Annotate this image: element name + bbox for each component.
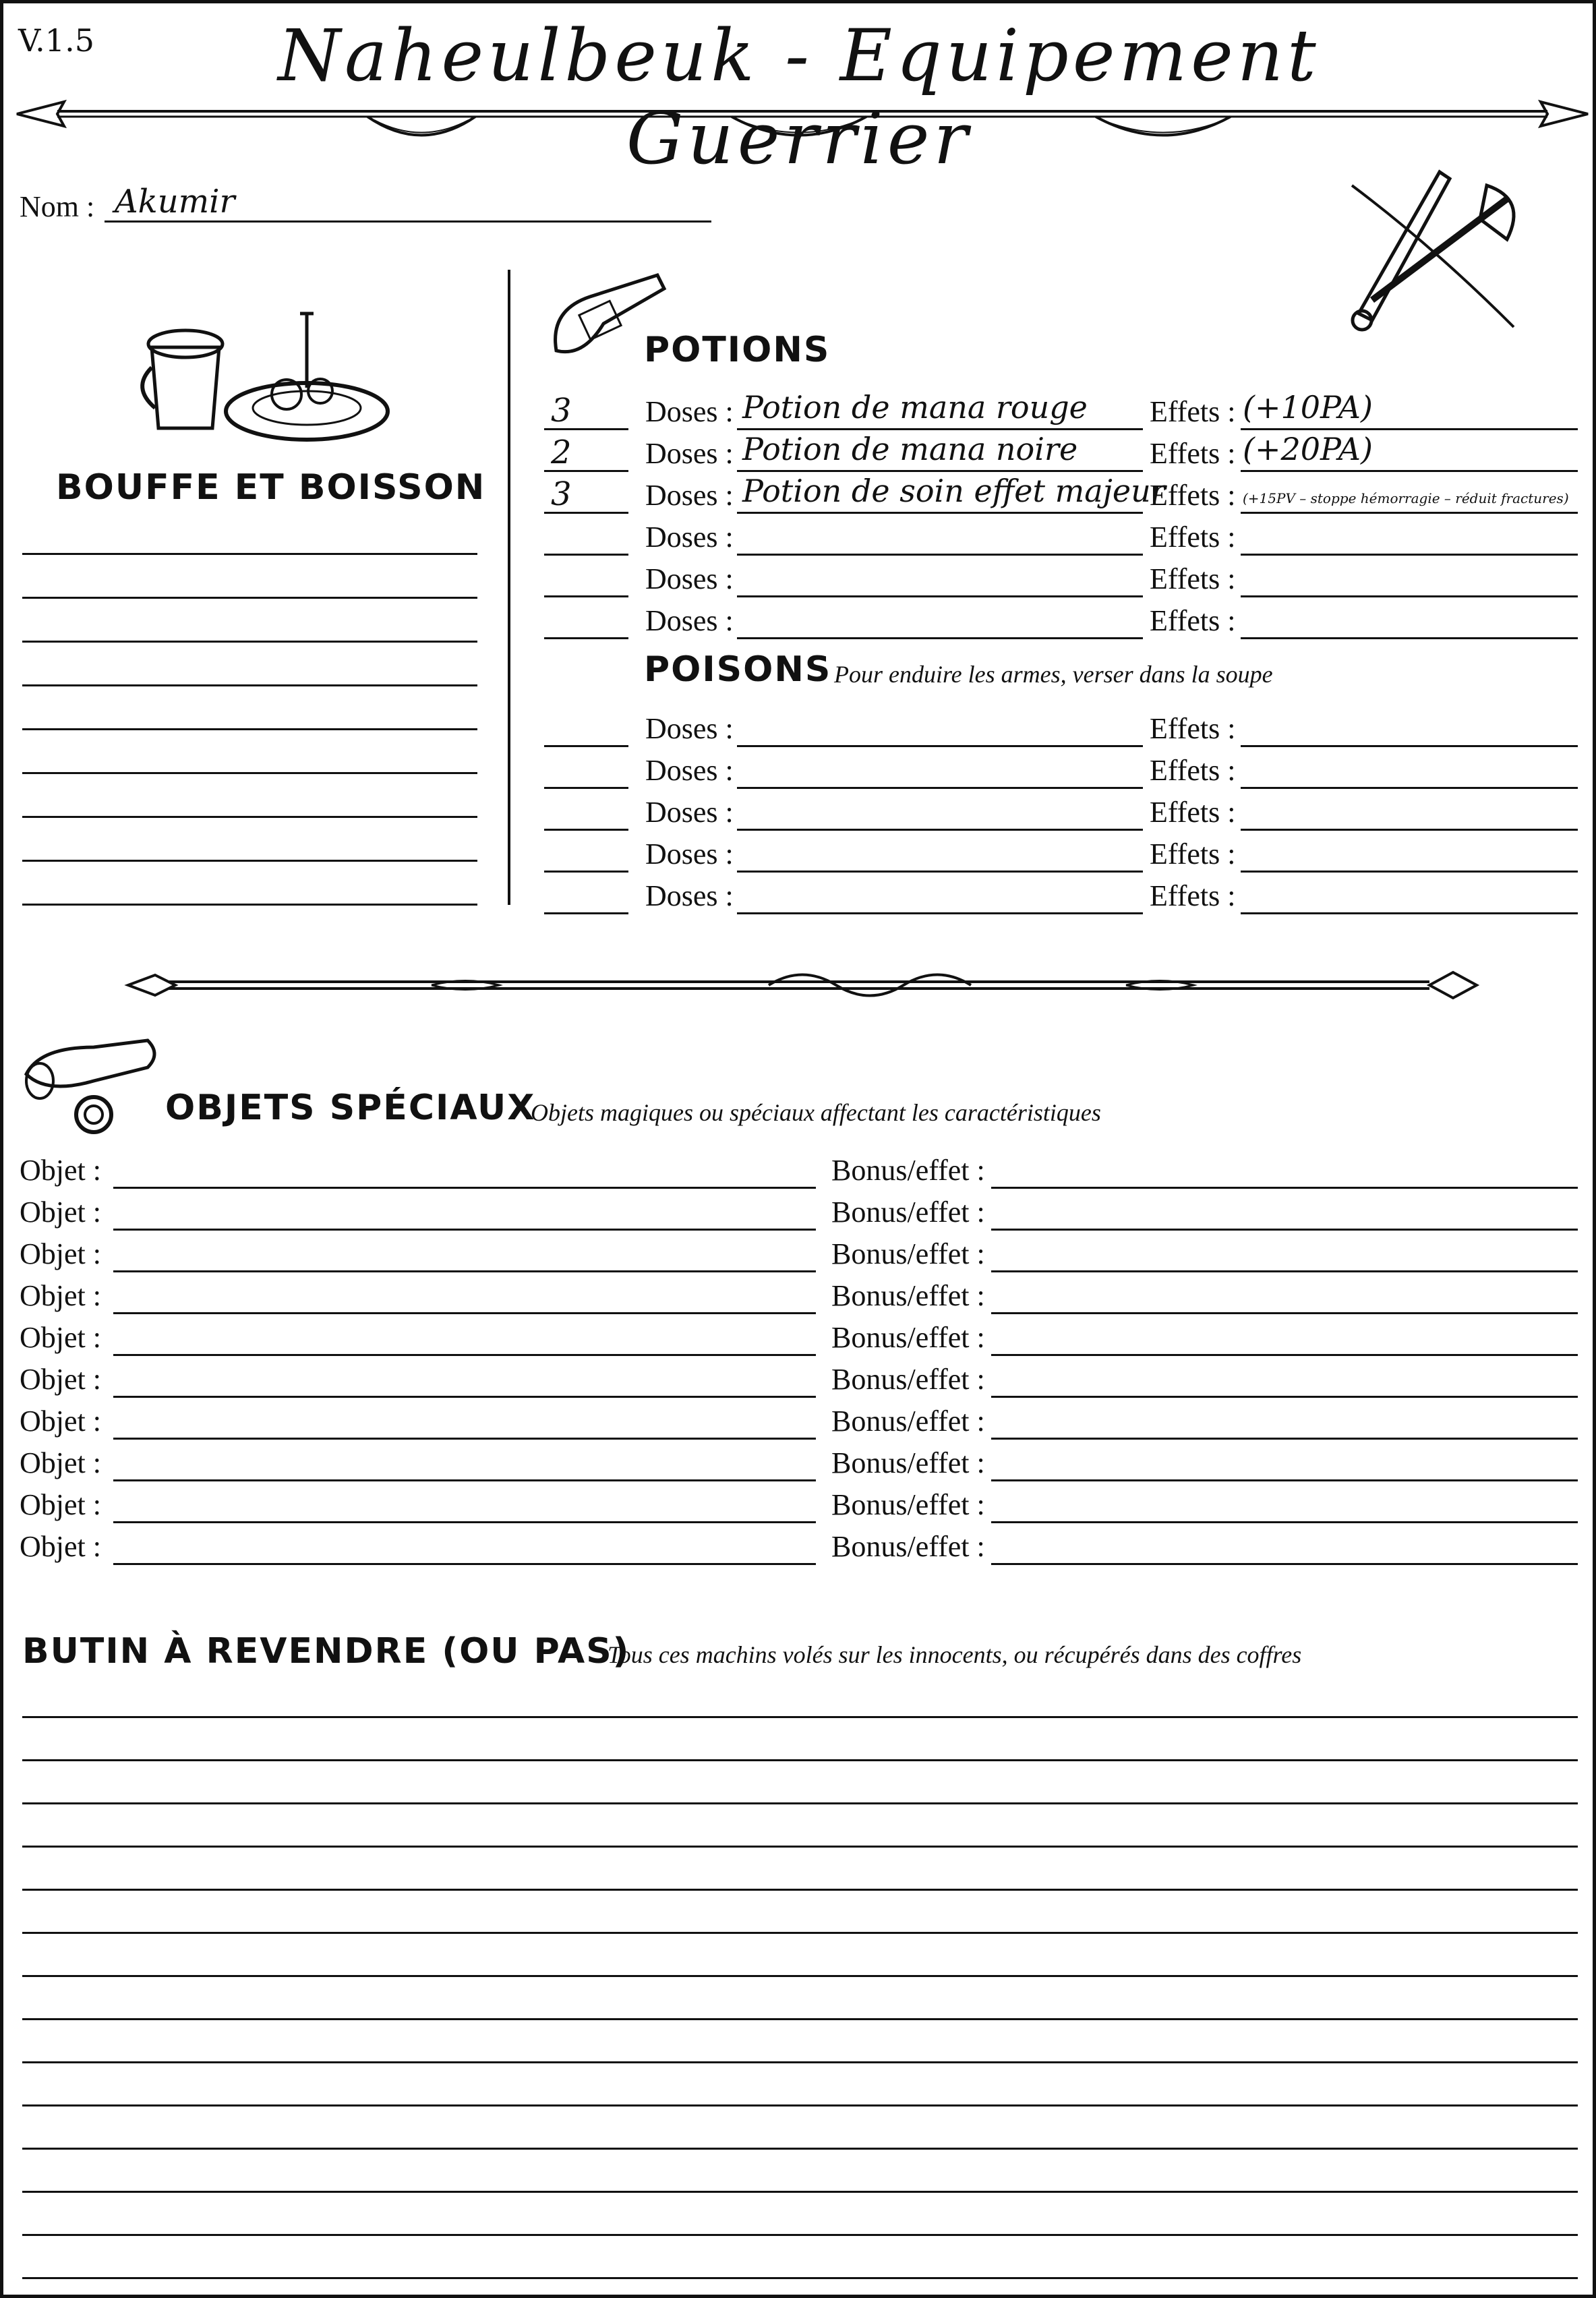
effect-line bbox=[1241, 595, 1578, 597]
doses-label: Doses : bbox=[645, 837, 734, 871]
loot-line bbox=[22, 2061, 1578, 2063]
dose-qty[interactable]: 2 bbox=[551, 434, 572, 471]
bonus-label: Bonus/effet : bbox=[831, 1196, 985, 1229]
loot-line bbox=[22, 1802, 1578, 1804]
loot-line bbox=[22, 2234, 1578, 2236]
loot-line bbox=[22, 2191, 1578, 2193]
spear-ornament-top bbox=[17, 90, 1588, 150]
object-line bbox=[113, 1563, 816, 1565]
dose-name[interactable]: Potion de mana rouge bbox=[742, 389, 1088, 425]
poisons-heading: POISONS bbox=[644, 649, 832, 690]
effects-label: Effets : bbox=[1150, 754, 1236, 787]
loot-subtitle: Tous ces machins volés sur les innocents, ou récupérés dans des coffres bbox=[608, 1641, 1302, 1668]
object-line bbox=[113, 1312, 816, 1314]
bonus-line bbox=[991, 1521, 1578, 1523]
bonus-line bbox=[991, 1312, 1578, 1314]
doses-label: Doses : bbox=[645, 395, 734, 428]
bonus-label: Bonus/effet : bbox=[831, 1405, 985, 1438]
doses-label: Doses : bbox=[645, 796, 734, 829]
column-divider bbox=[508, 270, 510, 905]
doses-label: Doses : bbox=[645, 604, 734, 637]
loot-line bbox=[22, 2104, 1578, 2106]
loot-line bbox=[22, 1889, 1578, 1891]
doses-label: Doses : bbox=[645, 437, 734, 470]
name-label: Nom : bbox=[20, 190, 95, 223]
dose-name-line bbox=[737, 470, 1143, 472]
bonus-line bbox=[991, 1187, 1578, 1189]
effects-label: Effets : bbox=[1150, 604, 1236, 637]
object-label: Objet : bbox=[20, 1488, 101, 1521]
effect-line bbox=[1241, 512, 1578, 514]
dose-name[interactable]: Potion de mana noire bbox=[742, 431, 1078, 467]
bonus-line bbox=[991, 1563, 1578, 1565]
object-label: Objet : bbox=[20, 1405, 101, 1438]
loot-line bbox=[22, 1716, 1578, 1718]
dose-name-line bbox=[737, 554, 1143, 556]
bonus-label: Bonus/effet : bbox=[831, 1363, 985, 1396]
dose-name-line bbox=[737, 595, 1143, 597]
dose-qty[interactable]: 3 bbox=[551, 475, 572, 513]
effect-line bbox=[1241, 554, 1578, 556]
food-line bbox=[22, 816, 477, 818]
food-line bbox=[22, 553, 477, 555]
effect-line bbox=[1241, 787, 1578, 789]
dose-qty-line bbox=[544, 637, 628, 639]
effect-line bbox=[1241, 637, 1578, 639]
object-line bbox=[113, 1354, 816, 1356]
object-line bbox=[113, 1438, 816, 1440]
dose-qty-line bbox=[544, 595, 628, 597]
object-label: Objet : bbox=[20, 1154, 101, 1187]
dose-name-line bbox=[737, 829, 1143, 831]
loot-line bbox=[22, 1975, 1578, 1977]
dose-qty-line bbox=[544, 871, 628, 873]
loot-line bbox=[22, 1846, 1578, 1848]
potions-heading: POTIONS bbox=[644, 330, 831, 370]
food-line bbox=[22, 904, 477, 906]
effects-label: Effets : bbox=[1150, 562, 1236, 595]
bonus-label: Bonus/effet : bbox=[831, 1237, 985, 1270]
effect-line bbox=[1241, 829, 1578, 831]
doses-label: Doses : bbox=[645, 479, 734, 512]
scroll-and-ring-icon bbox=[20, 1034, 161, 1142]
dose-name-line bbox=[737, 871, 1143, 873]
food-line bbox=[22, 728, 477, 730]
staff-ornament bbox=[128, 964, 1477, 1005]
doses-label: Doses : bbox=[645, 562, 734, 595]
doses-label: Doses : bbox=[645, 754, 734, 787]
dose-qty-line bbox=[544, 745, 628, 747]
special-objects-heading: OBJETS SPÉCIAUX bbox=[165, 1088, 536, 1128]
doses-label: Doses : bbox=[645, 712, 734, 745]
dose-name-line bbox=[737, 637, 1143, 639]
effects-label: Effets : bbox=[1150, 796, 1236, 829]
dose-name[interactable]: Potion de soin effet majeur bbox=[742, 473, 1166, 509]
version-label: V.1.5 bbox=[18, 22, 94, 59]
doses-label: Doses : bbox=[645, 879, 734, 912]
dose-qty[interactable]: 3 bbox=[551, 392, 572, 430]
dose-name-line bbox=[737, 428, 1143, 430]
loot-line bbox=[22, 1759, 1578, 1761]
object-line bbox=[113, 1187, 816, 1189]
effects-label: Effets : bbox=[1150, 437, 1236, 470]
loot-line bbox=[22, 2018, 1578, 2020]
bonus-line bbox=[991, 1479, 1578, 1481]
object-label: Objet : bbox=[20, 1321, 101, 1354]
poisons-subtitle: Pour enduire les armes, verser dans la soupe bbox=[834, 661, 1273, 688]
object-label: Objet : bbox=[20, 1363, 101, 1396]
bonus-line bbox=[991, 1438, 1578, 1440]
object-label: Objet : bbox=[20, 1530, 101, 1563]
object-line bbox=[113, 1521, 816, 1523]
effect-value[interactable]: (+15PV – stoppe hémorragie – réduit fractures) bbox=[1243, 490, 1569, 506]
bonus-label: Bonus/effet : bbox=[831, 1279, 985, 1312]
bonus-label: Bonus/effet : bbox=[831, 1154, 985, 1187]
object-line bbox=[113, 1229, 816, 1231]
food-drink-heading: BOUFFE ET BOISSON bbox=[56, 467, 486, 508]
dose-name-line bbox=[737, 745, 1143, 747]
object-label: Objet : bbox=[20, 1446, 101, 1479]
special-objects-subtitle: Objets magiques ou spéciaux affectant les caractéristiques bbox=[531, 1099, 1101, 1126]
dose-qty-line bbox=[544, 829, 628, 831]
bonus-label: Bonus/effet : bbox=[831, 1446, 985, 1479]
bonus-label: Bonus/effet : bbox=[831, 1530, 985, 1563]
effect-value[interactable]: (+10PA) bbox=[1243, 389, 1373, 425]
dose-qty-line bbox=[544, 912, 628, 914]
food-line bbox=[22, 772, 477, 774]
bonus-line bbox=[991, 1229, 1578, 1231]
bonus-line bbox=[991, 1354, 1578, 1356]
effect-line bbox=[1241, 912, 1578, 914]
effect-line bbox=[1241, 428, 1578, 430]
name-value[interactable]: Akumir bbox=[115, 183, 235, 220]
effect-value[interactable]: (+20PA) bbox=[1243, 431, 1373, 467]
object-line bbox=[113, 1479, 816, 1481]
object-line bbox=[113, 1396, 816, 1398]
loot-line bbox=[22, 2277, 1578, 2279]
effect-line bbox=[1241, 871, 1578, 873]
dose-qty-line bbox=[544, 787, 628, 789]
crossed-weapons-icon bbox=[1332, 158, 1534, 341]
bonus-line bbox=[991, 1396, 1578, 1398]
loot-heading: BUTIN À REVENDRE (OU PAS) bbox=[22, 1631, 630, 1672]
bonus-label: Bonus/effet : bbox=[831, 1321, 985, 1354]
bonus-label: Bonus/effet : bbox=[831, 1488, 985, 1521]
dose-name-line bbox=[737, 912, 1143, 914]
effects-label: Effets : bbox=[1150, 879, 1236, 912]
dose-name-line bbox=[737, 787, 1143, 789]
effects-label: Effets : bbox=[1150, 395, 1236, 428]
food-line bbox=[22, 597, 477, 599]
food-and-drink-icon bbox=[138, 300, 381, 448]
effect-line bbox=[1241, 470, 1578, 472]
doses-label: Doses : bbox=[645, 521, 734, 554]
object-label: Objet : bbox=[20, 1279, 101, 1312]
food-line bbox=[22, 684, 477, 686]
effects-label: Effets : bbox=[1150, 837, 1236, 871]
dose-qty-line bbox=[544, 554, 628, 556]
object-line bbox=[113, 1270, 816, 1272]
effect-line bbox=[1241, 745, 1578, 747]
bonus-line bbox=[991, 1270, 1578, 1272]
effects-label: Effets : bbox=[1150, 521, 1236, 554]
food-line bbox=[22, 860, 477, 862]
effects-label: Effets : bbox=[1150, 712, 1236, 745]
effects-label: Effets : bbox=[1150, 479, 1236, 512]
dose-name-line bbox=[737, 512, 1143, 514]
object-label: Objet : bbox=[20, 1237, 101, 1270]
loot-line bbox=[22, 1932, 1578, 1934]
object-label: Objet : bbox=[20, 1196, 101, 1229]
loot-line bbox=[22, 2148, 1578, 2150]
food-line bbox=[22, 641, 477, 643]
name-line bbox=[105, 220, 711, 223]
page-title: Naheulbeuk - Equipement Guerrier bbox=[278, 14, 1320, 180]
